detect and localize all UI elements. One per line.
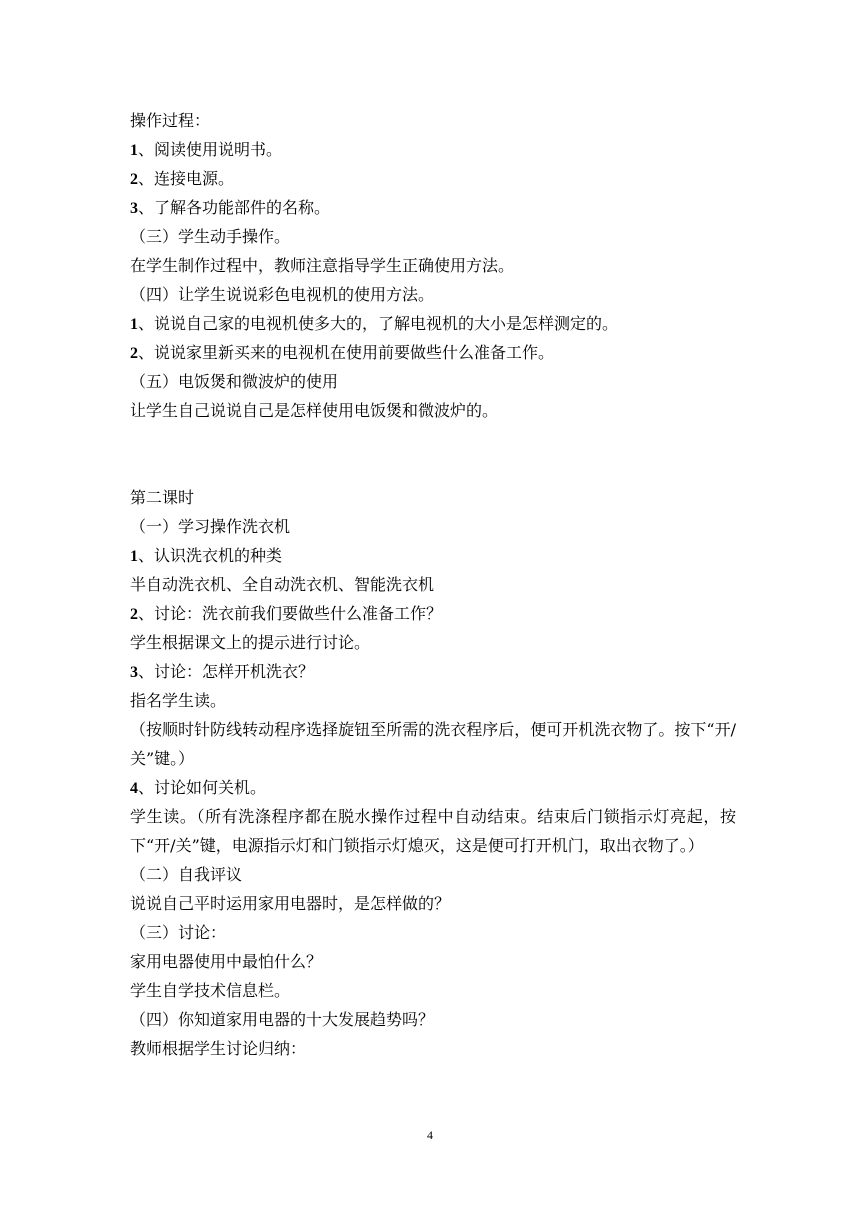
text-line [130, 483, 736, 512]
text-line [130, 280, 736, 309]
text-line [130, 135, 736, 164]
line-text: 、讨论如何关机。 [138, 778, 267, 797]
list-number: 2 [130, 606, 138, 623]
text-line [130, 164, 736, 193]
line-text: 、连接电源。 [138, 169, 235, 188]
line-text: （二）自我评议 [130, 865, 243, 884]
list-number: 3 [130, 200, 138, 217]
text-line [130, 309, 736, 338]
line-text: 、讨论：怎样开机洗衣？ [138, 662, 315, 681]
list-number: 1 [130, 548, 138, 565]
text-line [130, 860, 736, 889]
line-text: 让学生自己说说自己是怎样使用电饭煲和微波炉的。 [130, 401, 499, 420]
text-line [130, 1005, 736, 1034]
line-text: （按顺时针防线转动程序选择旋钮至所需的洗衣程序后，便可开机洗衣物了。按下“开/关”键。） [130, 720, 736, 768]
text-line [130, 918, 736, 947]
line-text: 、认识洗衣机的种类 [138, 546, 283, 565]
text-line [130, 251, 736, 280]
text-line [130, 338, 736, 367]
text-line [130, 686, 736, 715]
text-line [130, 976, 736, 1005]
list-number: 4 [130, 780, 138, 797]
line-text: 、阅读使用说明书。 [138, 140, 283, 159]
text-line [130, 193, 736, 222]
document-body [130, 106, 736, 1063]
line-text: 学生根据课文上的提示进行讨论。 [130, 633, 371, 652]
text-line [130, 367, 736, 396]
text-line [130, 1034, 736, 1063]
line-text: （三）讨论： [130, 923, 227, 942]
text-line [130, 541, 736, 570]
text-line [130, 222, 736, 251]
line-text: （三）学生动手操作。 [130, 227, 291, 246]
section-lesson-1-steps [130, 106, 736, 425]
list-number: 2 [130, 345, 138, 362]
text-line [130, 570, 736, 599]
list-number: 2 [130, 171, 138, 188]
text-line [130, 889, 736, 918]
line-text: （五）电饭煲和微波炉的使用 [130, 372, 339, 391]
text-line [130, 802, 736, 860]
text-line [130, 715, 736, 773]
section-lesson-2 [130, 483, 736, 1063]
line-text: 学生自学技术信息栏。 [130, 981, 291, 1000]
line-text: 在学生制作过程中，教师注意指导学生正确使用方法。 [130, 256, 515, 275]
line-text: 家用电器使用中最怕什么？ [130, 952, 323, 971]
list-number: 1 [130, 316, 138, 333]
list-number: 3 [130, 664, 138, 681]
line-text: 第二课时 [130, 488, 195, 507]
line-text: 操作过程： [130, 111, 211, 130]
line-text: 说说自己平时运用家用电器时，是怎样做的？ [130, 894, 451, 913]
line-text: 半自动洗衣机、全自动洗衣机、智能洗衣机 [130, 575, 435, 594]
line-text: （一）学习操作洗衣机 [130, 517, 291, 536]
text-line [130, 773, 736, 802]
line-text: 、讨论：洗衣前我们要做些什么准备工作？ [138, 604, 443, 623]
text-line [130, 599, 736, 628]
text-line [130, 947, 736, 976]
text-line [130, 512, 736, 541]
line-text: 学生读。（所有洗涤程序都在脱水操作过程中自动结束。结束后门锁指示灯亮起，按下“开/关”键，电源指示灯和门锁指示灯熄灭，这是便可打开机门，取出衣物了。） [130, 807, 736, 855]
text-line [130, 657, 736, 686]
line-text: 、说说家里新买来的电视机在使用前要做些什么准备工作。 [138, 343, 555, 362]
list-number: 1 [130, 142, 138, 159]
section-spacer [130, 425, 736, 483]
text-line [130, 106, 736, 135]
text-line [130, 396, 736, 425]
line-text: 、说说自己家的电视机使多大的，了解电视机的大小是怎样测定的。 [138, 314, 619, 333]
text-line [130, 628, 736, 657]
line-text: （四）让学生说说彩色电视机的使用方法。 [130, 285, 435, 304]
line-text: （四）你知道家用电器的十大发展趋势吗？ [130, 1010, 435, 1029]
line-text: 教师根据学生讨论归纳： [130, 1039, 307, 1058]
line-text: 、了解各功能部件的名称。 [138, 198, 331, 217]
line-text: 指名学生读。 [130, 691, 227, 710]
page-number: 4 [427, 1128, 433, 1142]
